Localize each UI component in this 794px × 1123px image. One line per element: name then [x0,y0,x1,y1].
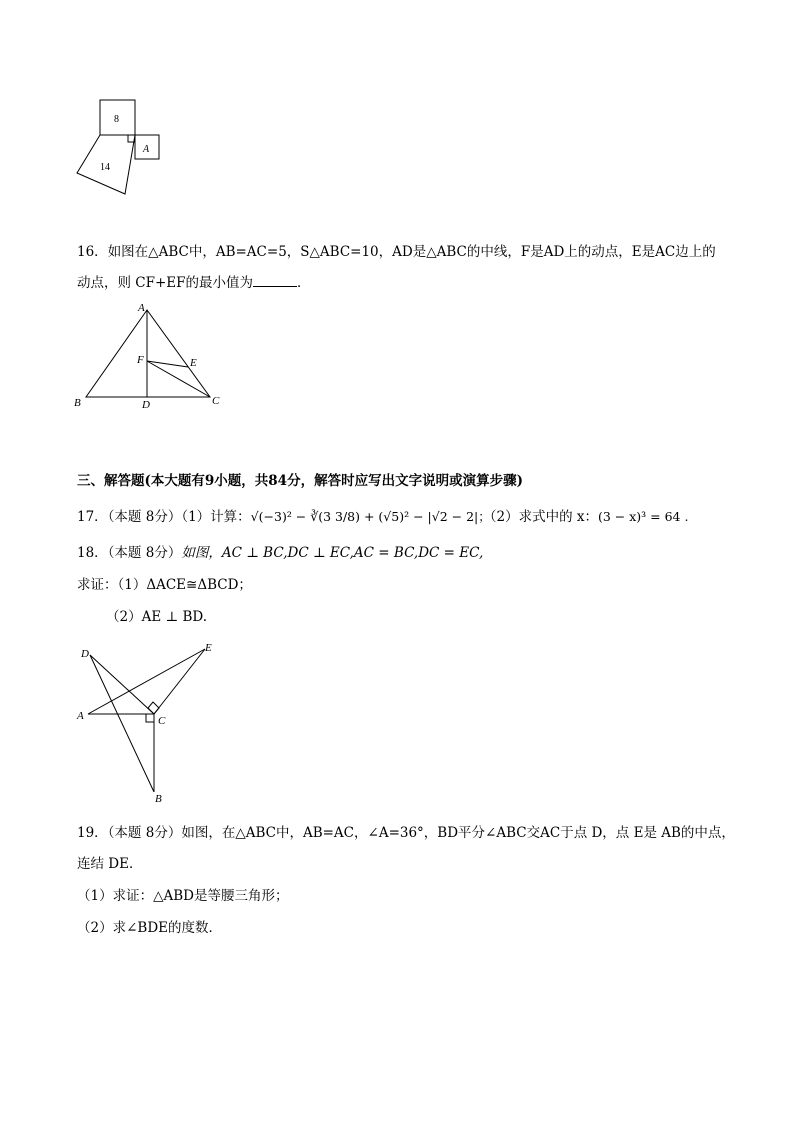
segment-cd [90,655,154,714]
q19-part1: （1）求证：△ABD是等腰三角形； [77,888,289,904]
q16-text2: 动点，则 CF+EF的最小值为 [77,275,254,291]
q16-line2 [77,271,311,291]
segment-fc [147,361,210,397]
q16-number: 16． [77,244,108,260]
q16-text1: 如图在△ABC中，AB=AC=5，S△ABC=10，AD是△ABC的中线，F是AD上的动点，E是AC边上的 [107,244,716,260]
q17-math2: (3 − x)³ = 64 . [598,509,689,524]
square-right-label: A [143,144,150,155]
q17-line [77,505,491,525]
triangle-abc [86,310,210,397]
square-bottom-label: 14 [100,162,110,173]
square-top-label: 8 [114,114,119,125]
triangles-acebcd-figure [72,640,222,805]
label-d2: D [81,648,89,660]
q16-end: ． [297,275,311,291]
segment-db [90,655,154,792]
segment-ce [154,649,205,714]
q18-number: 18． [77,545,108,561]
squares-figure [70,95,180,205]
q17-part1-label: （1）计算： [181,509,251,525]
label-a2: A [77,710,84,722]
q18-prove2: （2）AE ⊥ BD. [106,609,208,625]
q17-part2-label: （2）求式中的 x： [483,509,598,525]
q18-prove1: 求证：（1）ΔACE≅ΔBCD； [77,577,252,593]
right-angle-acb [146,714,154,722]
q16-line1 [77,240,716,260]
right-angle-dce [148,702,159,714]
q17-score: （本题 8分） [107,509,182,525]
segment-ae [88,649,205,714]
section-heading: 三、解答题(本大题有9小题，共84分，解答时应写出文字说明或演算步骤) [77,473,523,489]
q18-line1 [77,541,483,561]
label-b: B [74,397,81,409]
answer-blank [253,274,297,287]
q18-score: （本题 8分） [107,545,182,561]
q17-part2 [483,505,688,525]
triangle-abc-figure [70,300,230,412]
label-b2: B [155,793,162,805]
label-f: F [137,354,144,366]
label-d: D [142,399,150,411]
label-a: A [138,302,145,314]
q19-line1 [77,821,735,841]
q17-number: 17． [77,509,108,525]
q18-text: 如图，AC ⊥ BC,DC ⊥ EC,AC = BC,DC = EC, [181,545,484,561]
q19-line2: 连结 DE． [77,856,143,872]
label-c2: C [158,715,166,727]
q17-math1: √(−3)² − ∛(3 3/8) + (√5)² − |√2 − 2|； [250,509,491,524]
label-e2: E [205,642,212,654]
label-e: E [190,357,197,369]
q19-text1: （本题 8分）如图，在△ABC中，AB=AC，∠A=36°，BD平分∠ABC交AC于点 D，点 E是 AB的中点， [107,825,735,841]
q19-number: 19． [77,825,108,841]
label-c: C [212,395,220,407]
q19-part2: （2）求∠BDE的度数． [77,920,222,936]
